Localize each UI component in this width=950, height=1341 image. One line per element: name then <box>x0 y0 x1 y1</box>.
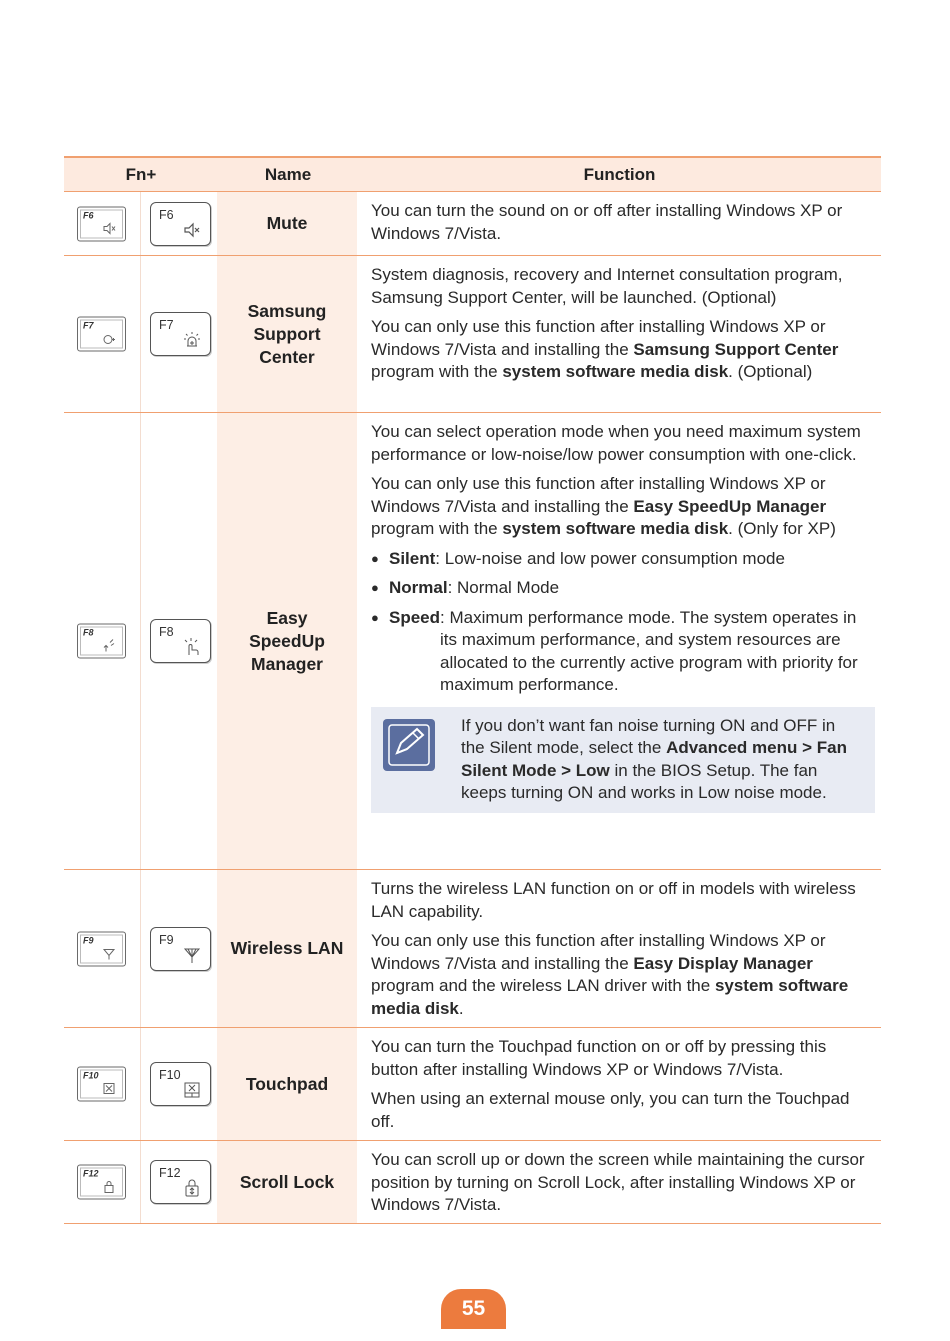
note-text: If you don’t want fan noise turning ON and OFF in the Silent mode, select the Advanced menu > Fan Silent Mode > Low in the BIOS Setup. The fan keeps turning ON and works in Low noise mode. <box>461 715 847 802</box>
function-name: Scroll Lock <box>217 1141 357 1223</box>
key-f6: F6 <box>150 202 211 246</box>
function-name: Touchpad <box>217 1028 357 1140</box>
mute-icon <box>183 221 201 239</box>
laptop-key-f9: F9 <box>77 931 126 966</box>
support-center-icon <box>102 332 116 346</box>
function-key-table <box>64 156 881 1224</box>
touchpad-icon <box>102 1082 116 1096</box>
list-item: ● Speed : Maximum performance mode. The system operates in its maximum performance, and system resources are allocated to the currently active program with priority for maximum performance. <box>371 607 858 694</box>
laptop-key-f7: F7 <box>77 317 126 352</box>
support-center-icon <box>183 331 201 349</box>
note-box <box>371 707 875 813</box>
list-item: ● Normal: Normal Mode <box>371 578 560 597</box>
function-description: You can turn the Touchpad function on or off by pressing this button after installing Windows XP or Windows 7/Vista. When using an external mouse only, you can turn the Touchpad off. <box>371 1037 850 1131</box>
header-name: Name <box>264 164 312 184</box>
page-number: 55 <box>441 1289 506 1329</box>
laptop-key-f10: F10 <box>77 1067 126 1102</box>
table-row-wireless-lan <box>64 870 881 1028</box>
speedup-icon <box>183 638 201 656</box>
wireless-lan-icon <box>183 946 201 964</box>
function-description: Turns the wireless LAN function on or off in models with wireless LAN capability. You can only use this function after installing Windows XP or Windows 7/Vista and installing the Easy Display Manager program and the wireless LAN driver with the system software media disk. <box>371 879 856 1018</box>
list-item: ● Silent: Low-noise and low power consumption mode <box>371 548 785 568</box>
scroll-lock-icon <box>102 1180 116 1194</box>
function-description: You can turn the sound on or off after installing Windows XP or Windows 7/Vista. <box>371 201 843 243</box>
laptop-key-f8: F8 <box>77 624 126 659</box>
laptop-key-f12: F12 <box>77 1165 126 1200</box>
pencil-note-icon <box>383 719 435 771</box>
function-description: You can select operation mode when you need maximum system performance or low-noise/low power consumption with one-click. You can only use this function after installing Windows XP or Windows 7/Vista and installing the Easy SpeedUp Manager program with the system software media disk. (Only for XP) ● Silent: Low-noise and low power consumption mode ● Normal: Normal Mode ● Speed : Maximum performance mode. The system operates in its maximum performance, and system resources are allocated to the currently active program with priority for maximum performance. If you don’t want fan noise turning ON and OFF in the Silent mode, select the Advanced menu > Fan Silent Mode > Low in the BIOS Setup. The fan keeps turning ON and works in Low noise mode. <box>357 413 881 869</box>
function-description: System diagnosis, recovery and Internet consultation program, Samsung Support Center, will be launched. (Optional) You can only use this function after installing Windows XP or Windows 7/Vista and installing the Samsung Support Center program with the system software media disk. (Optional) <box>371 265 843 381</box>
function-name: Mute <box>217 192 357 255</box>
wireless-lan-icon <box>102 946 116 960</box>
table-row-support-center <box>64 256 881 413</box>
speedup-icon <box>102 639 116 653</box>
touchpad-icon <box>183 1081 201 1099</box>
function-name: Samsung Support Center <box>217 256 357 412</box>
function-name: Easy SpeedUp Manager <box>217 413 357 869</box>
table-row-mute <box>64 192 881 256</box>
key-f12: F12 <box>150 1160 211 1204</box>
table-row-speedup-manager <box>64 413 881 870</box>
header-function: Function <box>583 164 656 184</box>
function-name: Wireless LAN <box>217 870 357 1027</box>
laptop-key-f6: F6 <box>77 206 126 241</box>
function-description: You can scroll up or down the screen while maintaining the cursor position by turning on Scroll Lock, after installing Windows XP or Windows 7/Vista. <box>371 1150 865 1214</box>
table-header <box>64 158 881 192</box>
header-fn: Fn+ <box>125 164 157 184</box>
mute-icon <box>102 221 116 235</box>
key-f8: F8 <box>150 619 211 663</box>
table-row-touchpad <box>64 1028 881 1141</box>
key-f9: F9 <box>150 927 211 971</box>
table-row-scroll-lock <box>64 1141 881 1224</box>
key-f10: F10 <box>150 1062 211 1106</box>
key-f7: F7 <box>150 312 211 356</box>
scroll-lock-icon <box>183 1179 201 1197</box>
